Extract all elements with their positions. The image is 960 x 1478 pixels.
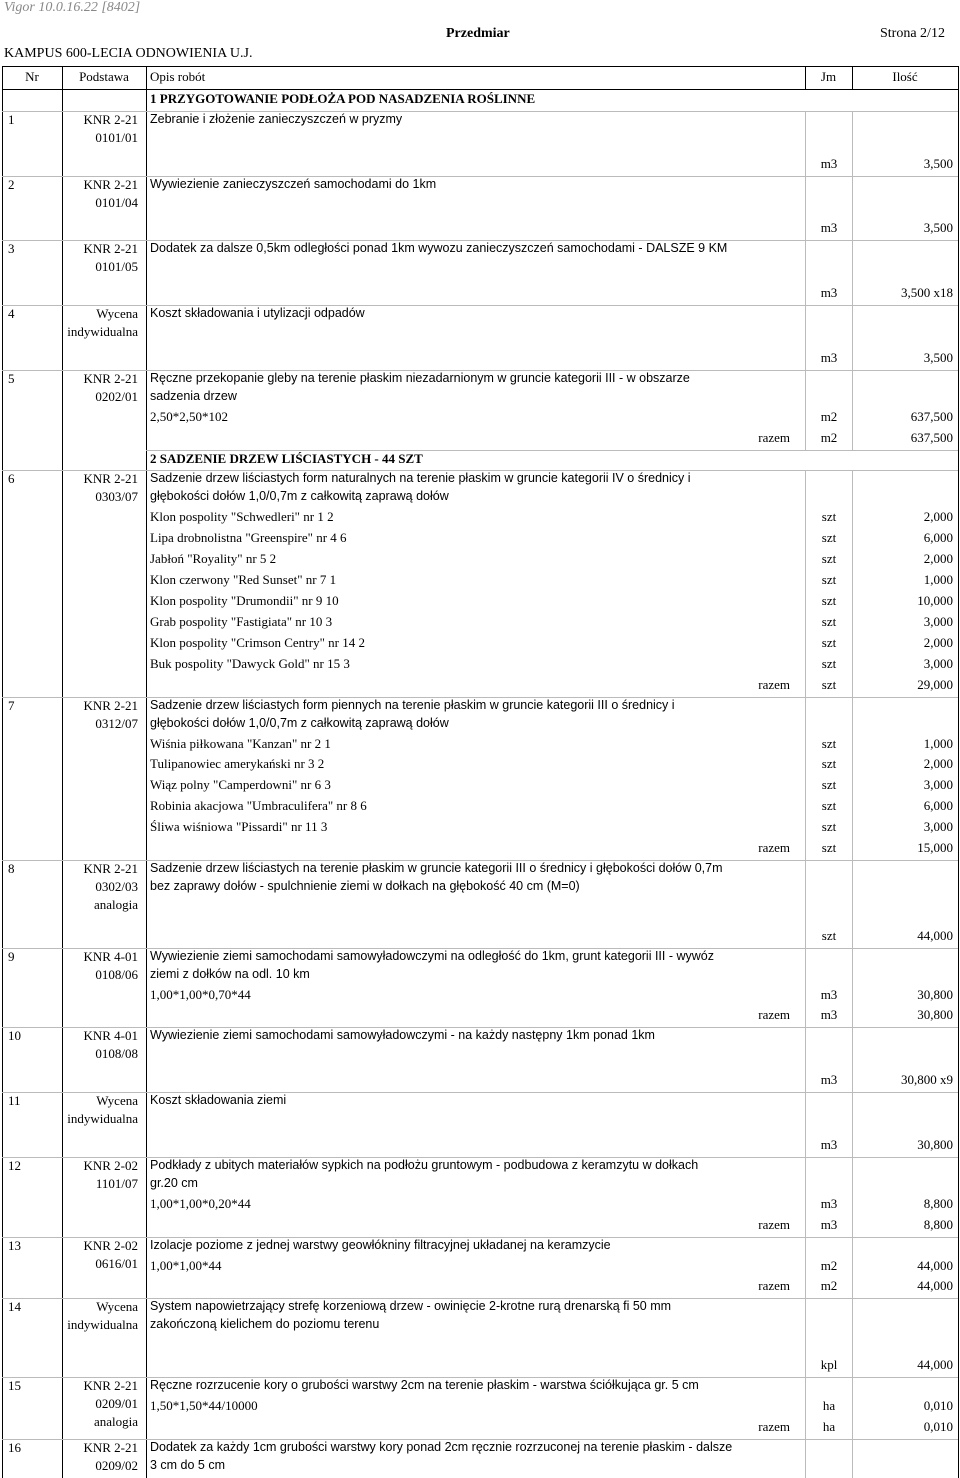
item-nr: 2: [8, 176, 15, 192]
item-basis: indywidualna: [67, 324, 138, 339]
razem-unit: m3: [820, 1007, 838, 1023]
item-basis: 0209/02: [95, 1457, 138, 1473]
calc-line-qty: 1,000: [923, 735, 953, 751]
row-grid-line: [852, 1237, 853, 1300]
table-grid-line: [2, 66, 958, 67]
item-basis: 0616/01: [95, 1255, 138, 1271]
item-description: głębokości dołów 1,0/0,7m z całkowitą zaprawą dołów: [150, 489, 449, 504]
calc-line-qty: 30,800: [917, 986, 953, 1002]
razem-unit: szt: [821, 840, 837, 855]
item-description: bez zaprawy dołów - spulchnienie ziemi w dołkach na głębokość 40 cm (M=0): [150, 878, 580, 893]
section-heading-2: 2 SADZENIE DRZEW LIŚCIASTYCH - 44 SZT: [150, 450, 423, 466]
item-description: sadzenia drzew: [150, 388, 237, 403]
item-description: Wywiezienie zanieczyszczeń samochodami do 1km: [150, 176, 437, 191]
row-grid-line: [805, 370, 806, 451]
row-separator: [2, 111, 958, 112]
razem-label: razem: [758, 429, 790, 445]
item-nr: 4: [8, 306, 15, 321]
calc-line-qty: 637,500: [910, 408, 953, 424]
row-separator: [2, 305, 958, 306]
item-description: Dodatek za każdy 1cm grubości warstwy kory ponad 2cm ręcznie rozrzuconej na terenie płaskim - dalsze: [150, 1439, 733, 1454]
item-result-unit: m3: [820, 1136, 838, 1152]
calc-line-unit: szt: [821, 634, 837, 650]
calc-line-qty: 6,000: [923, 530, 953, 546]
row-grid-line: [805, 305, 806, 371]
item-description: głębokości dołów 1,0/0,7m z całkowitą zaprawą dołów: [150, 715, 449, 730]
row-grid-line: [852, 1027, 853, 1093]
razem-qty: 44,000: [917, 1278, 953, 1294]
calc-line: Klon pospolity "Crimson Centry" nr 14 2: [150, 634, 366, 650]
calc-line-qty: 3,000: [923, 819, 953, 835]
row-grid-line: [852, 860, 853, 949]
razem-qty: 0,010: [923, 1418, 953, 1434]
row-grid-line: [805, 1157, 806, 1238]
razem-label: razem: [758, 1278, 790, 1294]
calc-line-unit: szt: [821, 572, 837, 588]
item-basis: KNR 2-21: [83, 1439, 138, 1455]
calc-line-unit: szt: [821, 798, 837, 814]
item-nr: 7: [8, 697, 15, 713]
item-result-qty: 30,800: [917, 1136, 953, 1152]
calc-line-qty: 3,000: [923, 613, 953, 629]
item-basis: analogia: [93, 896, 138, 912]
item-basis: 0101/01: [95, 129, 138, 145]
row-grid-line: [852, 1092, 853, 1158]
row-grid-line: [805, 1298, 806, 1378]
razem-label: razem: [758, 1007, 790, 1023]
calc-line-unit: szt: [821, 655, 837, 671]
row-grid-line: [805, 1439, 806, 1478]
calc-line-qty: 2,000: [923, 756, 953, 772]
item-nr: 15: [8, 1378, 21, 1393]
razem-unit: szt: [821, 676, 837, 692]
item-description: Ręczne przekopanie gleby na terenie płaskim niezadarnionym w gruncie kategorii III - w obszarze: [150, 370, 690, 385]
item-description: Dodatek za dalsze 0,5km odległości ponad 1km wywozu zanieczyszczeń samochodami - DALSZE 9 KM: [150, 241, 728, 256]
item-nr: 1: [8, 111, 15, 127]
row-separator: [2, 176, 958, 177]
table-grid-line: [146, 66, 147, 1478]
item-description: Zebranie i złożenie zanieczyszczeń w pryzmy: [150, 111, 403, 126]
calc-line: 2,50*2,50*102: [150, 408, 228, 424]
item-nr: 14: [8, 1299, 21, 1315]
item-result-unit: m3: [820, 155, 838, 171]
item-description: Koszt składowania ziemi: [150, 1093, 287, 1107]
item-basis: KNR 2-21: [83, 860, 138, 876]
item-basis: 0101/05: [95, 259, 138, 275]
calc-line-qty: 3,000: [923, 655, 953, 671]
item-basis: KNR 2-21: [83, 241, 138, 257]
razem-qty: 30,800: [917, 1007, 953, 1023]
item-description: System napowietrzający strefę korzeniową drzew - owinięcie 2-krotne rurą drenarską fi 50 mm: [150, 1299, 672, 1314]
calc-line-unit: szt: [821, 735, 837, 751]
row-grid-line: [805, 697, 806, 861]
item-result-unit: m3: [820, 349, 838, 365]
item-nr: 10: [8, 1028, 21, 1044]
razem-unit: ha: [822, 1418, 836, 1434]
row-grid-line: [852, 240, 853, 306]
item-result-unit: kpl: [820, 1357, 838, 1373]
item-result-unit: m3: [820, 285, 838, 301]
row-grid-line: [852, 1377, 853, 1440]
calc-line: Jabłoń "Royality" nr 5 2: [150, 551, 277, 567]
table-grid-line: [2, 89, 958, 90]
software-version: Vigor 10.0.16.22 [8402]: [4, 0, 141, 15]
item-basis: 1101/07: [95, 1175, 138, 1191]
calc-line-unit: szt: [821, 819, 837, 835]
item-nr: 12: [8, 1157, 21, 1173]
calc-line-qty: 6,000: [923, 798, 953, 814]
row-grid-line: [805, 240, 806, 306]
item-description: Izolacje poziome z jednej warstwy geowłókniny filtracyjnej układanej na keramzycie: [150, 1237, 611, 1252]
calc-line-qty: 2,000: [923, 551, 953, 567]
calc-line-unit: szt: [821, 777, 837, 793]
calc-line: Wiśnia piłkowana "Kanzan" nr 2 1: [150, 735, 331, 751]
razem-label: razem: [758, 840, 790, 855]
row-grid-line: [852, 305, 853, 371]
row-grid-line: [852, 176, 853, 242]
item-basis: KNR 2-02: [83, 1237, 138, 1253]
item-basis: indywidualna: [67, 1111, 138, 1126]
row-grid-line: [852, 1157, 853, 1238]
item-basis: 0312/07: [95, 715, 138, 731]
calc-line-unit: szt: [821, 613, 837, 629]
item-result-qty: 3,500: [923, 349, 953, 365]
calc-line: Grab pospolity "Fastigiata" nr 10 3: [150, 613, 333, 629]
razem-qty: 29,000: [917, 676, 953, 692]
calc-line-unit: m3: [820, 1195, 838, 1211]
row-grid-line: [852, 1298, 853, 1378]
calc-line: 1,00*1,00*0,20*44: [150, 1195, 251, 1211]
col-header-qty: Ilość: [892, 69, 918, 84]
row-grid-line: [805, 1027, 806, 1093]
row-grid-line: [852, 1439, 853, 1478]
razem-qty: 15,000: [917, 840, 953, 855]
calc-line-unit: szt: [821, 593, 837, 608]
item-result-qty: 44,000: [917, 927, 953, 943]
item-basis: KNR 2-21: [83, 1378, 138, 1393]
calc-line-unit: ha: [822, 1398, 836, 1413]
calc-line: Lipa drobnolistna "Greenspire" nr 4 6: [150, 530, 347, 546]
calc-line-unit: szt: [821, 509, 837, 525]
item-result-qty: 3,500: [923, 220, 953, 236]
calc-line: Klon pospolity "Schwedleri" nr 1 2: [150, 509, 334, 525]
table-grid-line: [852, 66, 853, 89]
item-nr: 8: [8, 860, 15, 876]
calc-line: Klon czerwony "Red Sunset" nr 7 1: [150, 572, 337, 588]
item-description: Sadzenie drzew liściastych na terenie płaskim w gruncie kategorii III o średnicy i głębokości dołów 0,7m: [150, 860, 723, 875]
item-description: Ręczne rozrzucenie kory o grubości warstwy 2cm na terenie płaskim - warstwa ściółkująca gr. 5 cm: [150, 1378, 699, 1392]
col-header-nr: Nr: [25, 69, 39, 84]
item-nr: 5: [8, 370, 15, 386]
item-basis: 0303/07: [95, 489, 138, 505]
item-basis: 0202/01: [95, 388, 138, 404]
item-basis: KNR 4-01: [83, 1028, 138, 1044]
item-basis: 0108/08: [95, 1046, 138, 1062]
razem-unit: m2: [820, 429, 838, 445]
item-nr: 9: [8, 948, 15, 964]
calc-line: Robinia akacjowa "Umbraculifera" nr 8 6: [150, 798, 367, 814]
row-grid-line: [805, 111, 806, 177]
item-basis: Wycena: [96, 1299, 138, 1315]
calc-line-qty: 10,000: [917, 593, 953, 608]
item-basis: KNR 2-02: [83, 1157, 138, 1173]
razem-label: razem: [758, 676, 790, 692]
item-result-qty: 30,800 x9: [901, 1072, 953, 1088]
item-description: Sadzenie drzew liściastych form piennych na terenie płaskim w gruncie kategorii III o średnicy i: [150, 697, 675, 712]
item-nr: 16: [8, 1439, 21, 1455]
item-basis: KNR 2-21: [83, 697, 138, 713]
row-grid-line: [805, 1092, 806, 1158]
item-basis: KNR 2-21: [83, 176, 138, 192]
item-basis: 0101/04: [95, 194, 138, 210]
row-grid-line: [852, 697, 853, 861]
row-grid-line: [805, 470, 806, 697]
item-result-unit: m3: [820, 220, 838, 236]
row-grid-line: [805, 860, 806, 949]
calc-line-qty: 8,800: [923, 1195, 953, 1211]
calc-line-unit: szt: [821, 756, 837, 772]
item-basis: indywidualna: [67, 1317, 138, 1333]
doc-title: Przedmiar: [446, 26, 510, 41]
razem-qty: 8,800: [923, 1216, 953, 1232]
col-header-basis: Podstawa: [79, 69, 129, 84]
calc-line: 1,00*1,00*44: [150, 1257, 222, 1273]
item-nr: 3: [8, 241, 15, 257]
project-name: KAMPUS 600-LECIA ODNOWIENIA U.J.: [4, 46, 253, 61]
table-grid-line: [2, 66, 3, 1478]
calc-line: Klon pospolity "Drumondii" nr 9 10: [150, 593, 339, 608]
razem-unit: m3: [820, 1216, 838, 1232]
item-basis: 0209/01: [95, 1396, 138, 1411]
calc-line-qty: 44,000: [917, 1257, 953, 1273]
item-nr: 13: [8, 1237, 21, 1253]
item-result-qty: 44,000: [917, 1357, 953, 1373]
row-grid-line: [805, 948, 806, 1029]
calc-line: Śliwa wiśniowa "Pissardi" nr 11 3: [150, 819, 328, 835]
item-nr: 11: [8, 1093, 21, 1108]
item-basis: KNR 4-01: [83, 948, 138, 964]
table-grid-line: [805, 66, 806, 89]
item-description: gr.20 cm: [150, 1175, 198, 1190]
calc-line-unit: szt: [821, 530, 837, 546]
item-result-qty: 3,500: [923, 155, 953, 171]
col-header-desc: Opis robót: [150, 69, 206, 84]
col-header-unit: Jm: [820, 69, 837, 84]
row-grid-line: [805, 176, 806, 242]
item-basis: KNR 2-21: [83, 471, 138, 487]
item-description: Koszt składowania i utylizacji odpadów: [150, 306, 365, 320]
item-result-qty: 3,500 x18: [901, 285, 953, 301]
calc-line: Tulipanowiec amerykański nr 3 2: [150, 756, 325, 772]
calc-line-qty: 2,000: [923, 509, 953, 525]
row-grid-line: [852, 948, 853, 1029]
item-basis: Wycena: [96, 306, 138, 321]
razem-label: razem: [758, 1216, 790, 1232]
razem-qty: 637,500: [910, 429, 953, 445]
calc-line: Wiąz polny "Camperdowni" nr 6 3: [150, 777, 331, 793]
item-basis: KNR 2-21: [83, 370, 138, 386]
row-grid-line: [805, 1237, 806, 1300]
calc-line-unit: m2: [820, 408, 838, 424]
item-basis: KNR 2-21: [83, 111, 138, 127]
item-description: Wywiezienie ziemi samochodami samowyładowczymi na odległość do 1km, grunt kategorii III - wywóz: [150, 948, 714, 963]
row-separator: [2, 1092, 958, 1093]
calc-line-unit: m3: [820, 986, 838, 1002]
item-description: Sadzenie drzew liściastych form naturalnych na terenie płaskim w gruncie kategorii IV o średnicy i: [150, 471, 691, 486]
calc-line-qty: 3,000: [923, 777, 953, 793]
section-heading-1: 1 PRZYGOTOWANIE PODŁOŻA POD NASADZENIA ROŚLINNE: [150, 91, 536, 106]
item-basis: 0302/03: [95, 878, 138, 894]
item-description: Wywiezienie ziemi samochodami samowyładowczymi - na każdy następny 1km ponad 1km: [150, 1028, 655, 1043]
row-grid-line: [852, 111, 853, 177]
item-basis: 0108/06: [95, 966, 138, 982]
calc-line-unit: szt: [821, 551, 837, 567]
item-basis: analogia: [93, 1414, 138, 1429]
item-description: ziemi z dołków na odl. 10 km: [150, 966, 310, 981]
row-grid-line: [852, 370, 853, 451]
calc-line-unit: m2: [820, 1257, 838, 1273]
calc-line: 1,00*1,00*0,70*44: [150, 986, 251, 1002]
item-result-unit: szt: [821, 927, 837, 943]
row-grid-line: [805, 1377, 806, 1440]
item-description: 3 cm do 5 cm: [150, 1457, 226, 1472]
calc-line-qty: 2,000: [923, 634, 953, 650]
page-info: Strona 2/12: [880, 26, 945, 41]
table-grid-line: [958, 66, 959, 1478]
calc-line: Buk pospolity "Dawyck Gold" nr 15 3: [150, 655, 350, 671]
calc-line-qty: 1,000: [923, 572, 953, 588]
item-description: zakończoną kielichem do poziomu terenu: [150, 1317, 380, 1332]
razem-label: razem: [758, 1418, 790, 1434]
item-description: Podkłady z ubitych materiałów sypkich na podłożu gruntowym - podbudowa z keramzytu w dołkach: [150, 1157, 699, 1172]
item-nr: 6: [8, 471, 15, 487]
item-basis: Wycena: [96, 1093, 138, 1108]
razem-unit: m2: [820, 1278, 838, 1294]
row-grid-line: [852, 470, 853, 697]
calc-line-qty: 0,010: [923, 1398, 953, 1413]
item-result-unit: m3: [820, 1072, 838, 1088]
calc-line: 1,50*1,50*44/10000: [150, 1398, 258, 1413]
